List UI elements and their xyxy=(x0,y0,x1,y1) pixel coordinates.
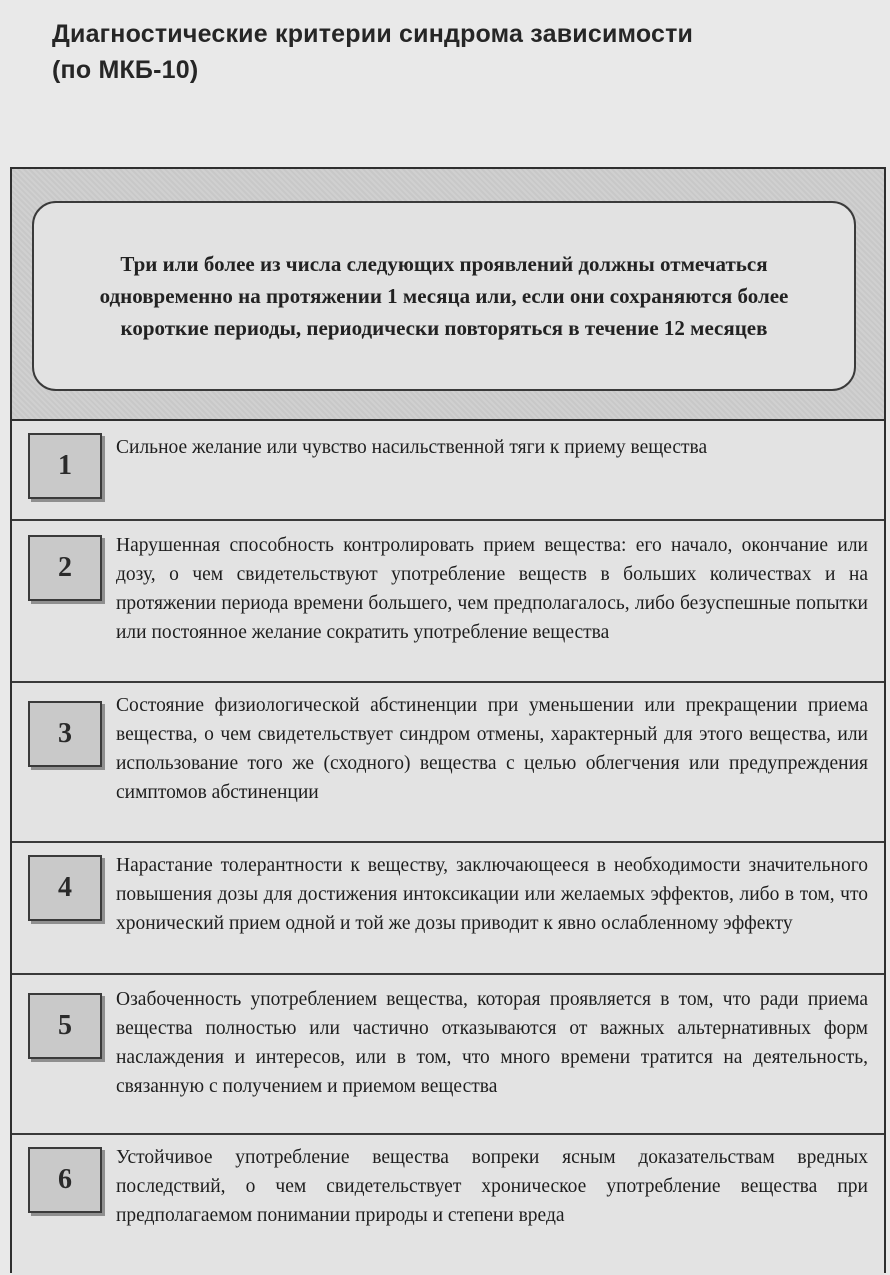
criterion-row-6 xyxy=(12,1133,884,1275)
criterion-text-3: Состояние физиологической абстиненции при уменьшении или прекращении приема вещества, о чем свидетельствует синдром отмены, характерный для этого вещества, или использование того же (сходного) вещества с целью облегчения или предупреждения симптомов абстиненции xyxy=(116,695,868,803)
criterion-row-4 xyxy=(12,841,884,973)
criterion-number-5: 5 xyxy=(28,993,102,1059)
criterion-number-4: 4 xyxy=(28,855,102,921)
criterion-row-5 xyxy=(12,973,884,1133)
criterion-number-6: 6 xyxy=(28,1147,102,1213)
criteria-header xyxy=(12,169,884,421)
intro-box xyxy=(32,201,856,391)
criterion-row-2 xyxy=(12,519,884,681)
page-title-line-2: (по МКБ-10) xyxy=(52,56,199,84)
page-title-line-1: Диагностические критерии синдрома зависимости xyxy=(52,20,694,48)
criterion-number-1: 1 xyxy=(28,433,102,499)
criterion-text-2: Нарушенная способность контролировать прием вещества: его начало, окончание или дозу, о чем свидетельствуют употребление веществ в больших количествах и на протяжении периода времени большего, чем предполагалось, либо безуспешные попытки или постоянное желание сократить употребление вещества xyxy=(116,535,868,643)
page-title xyxy=(52,16,812,88)
intro-text: Три или более из числа следующих проявлений должны отмечаться одновременно на протяжении 1 месяца или, если они сохраняются более короткие периоды, периодически повторяться в течение 12 месяцев xyxy=(99,252,789,340)
criterion-text-1: Сильное желание или чувство насильственной тяги к приему вещества xyxy=(116,437,708,458)
criterion-number-3: 3 xyxy=(28,701,102,767)
criterion-row-1 xyxy=(12,421,884,519)
criterion-text-6: Устойчивое употребление вещества вопреки ясным доказательствам вредных последствий, о чем свидетельствует хроническое употребление вещества при предполагаемом понимании природы и степени вреда xyxy=(116,1147,868,1226)
criterion-row-3 xyxy=(12,681,884,841)
criterion-text-5: Озабоченность употреблением вещества, которая проявляется в том, что ради приема вещества полностью или частично отказываются от важных альтернативных форм наслаждения и интересов, или в том, что много времени тратится на деятельность, связанную с получением и приемом вещества xyxy=(116,989,868,1097)
criterion-text-4: Нарастание толерантности к веществу, заключающееся в необходимости значительного повышения дозы для достижения интоксикации или желаемых эффектов, либо в том, что хронический прием одной и той же дозы приводит к явно ослабленному эффекту xyxy=(116,855,868,934)
criterion-number-2: 2 xyxy=(28,535,102,601)
criteria-table xyxy=(10,167,886,1273)
